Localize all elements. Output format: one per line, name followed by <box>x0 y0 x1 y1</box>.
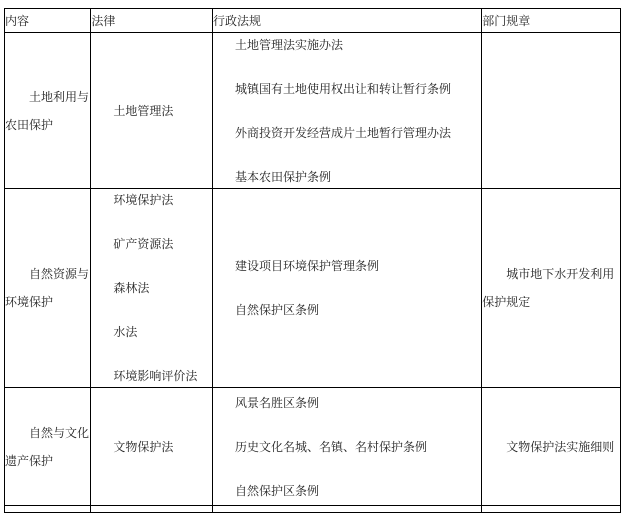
law-item: 矿产资源法 <box>113 237 174 251</box>
rule-text: 城市地下水开发利用保护规定 <box>482 267 615 309</box>
cutoff-cell <box>91 506 213 513</box>
row-content-text: 自然资源与环境保护 <box>5 267 90 309</box>
law-item: 环境影响评价法 <box>113 369 198 383</box>
list-spacer <box>113 343 212 365</box>
list-spacer <box>235 56 481 78</box>
list-spacer <box>113 299 212 321</box>
row-rules-cell <box>482 189 621 388</box>
law-item: 水法 <box>113 325 138 339</box>
law-item: 环境保护法 <box>113 193 174 207</box>
header-content: 内容 <box>5 9 91 33</box>
row-laws-cell <box>91 33 213 189</box>
list-spacer <box>235 414 481 436</box>
regulation-list <box>213 392 481 502</box>
law-item: 文物保护法 <box>113 439 174 454</box>
row-regulations-cell <box>212 189 481 388</box>
table-row-cutoff <box>5 506 621 513</box>
cutoff-cell <box>482 506 621 513</box>
list-spacer <box>235 458 481 480</box>
row-laws-cell <box>91 189 213 388</box>
row-content-cell <box>5 388 91 506</box>
table-row <box>5 388 621 506</box>
header-administrative-regulations: 行政法规 <box>212 9 481 33</box>
row-content-text: 土地利用与农田保护 <box>5 89 90 132</box>
list-spacer <box>235 100 481 122</box>
regulation-item: 风景名胜区条例 <box>234 395 319 410</box>
list-spacer <box>235 144 481 166</box>
regulation-item: 城镇国有土地使用权出让和转让暂行条例 <box>234 81 451 96</box>
regulation-item: 土地管理法实施办法 <box>234 37 343 52</box>
regulation-item: 历史文化名城、名镇、名村保护条例 <box>234 439 427 454</box>
row-content-cell <box>5 33 91 189</box>
regulation-list <box>213 255 481 321</box>
table-header-row <box>5 9 621 33</box>
header-laws: 法律 <box>91 9 213 33</box>
regulation-item: 外商投资开发经营成片土地暂行管理办法 <box>234 125 451 140</box>
row-content-text: 自然与文化遗产保护 <box>5 425 90 468</box>
list-spacer <box>235 277 481 299</box>
row-regulations-cell <box>212 388 481 506</box>
law-item: 土地管理法 <box>113 103 174 118</box>
regulation-item: 自然保护区条例 <box>234 303 319 317</box>
regulation-item: 建设项目环境保护管理条例 <box>234 259 379 273</box>
law-regulation-table <box>4 8 621 513</box>
law-list <box>91 189 212 387</box>
row-laws-cell <box>91 388 213 506</box>
header-department-rules: 部门规章 <box>482 9 621 33</box>
cutoff-cell <box>212 506 481 513</box>
list-spacer <box>113 255 212 277</box>
table-row <box>5 33 621 189</box>
table-row <box>5 189 621 388</box>
regulation-item: 自然保护区条例 <box>234 483 319 498</box>
row-content-cell <box>5 189 91 388</box>
row-rules-cell <box>482 388 621 506</box>
list-spacer <box>113 211 212 233</box>
regulation-list <box>213 34 481 188</box>
row-regulations-cell <box>212 33 481 189</box>
row-rules-cell <box>482 33 621 189</box>
rule-text: 文物保护法实施细则 <box>506 439 615 454</box>
regulation-item: 基本农田保护条例 <box>234 169 331 184</box>
law-item: 森林法 <box>113 281 150 295</box>
cutoff-cell <box>5 506 91 513</box>
